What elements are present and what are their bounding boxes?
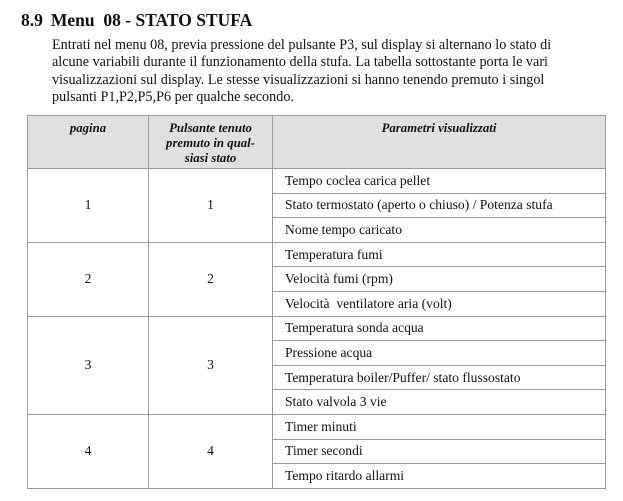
cell-parametro: Temperatura fumi: [273, 242, 606, 267]
header-pulsante: [149, 116, 273, 169]
cell-parametro: Stato valvola 3 vie: [273, 390, 606, 415]
cell-pulsante: 2: [149, 242, 273, 316]
header-parametri: Parametri visualizzati: [273, 116, 606, 169]
cell-pulsante: 4: [149, 414, 273, 488]
cell-pagina: 1: [28, 169, 149, 243]
cell-parametro: Timer minuti: [273, 414, 606, 439]
table-row: [28, 316, 606, 341]
cell-parametro: Pressione acqua: [273, 341, 606, 366]
header-pulsante-line: premuto in qual-: [166, 136, 255, 150]
cell-parametro: Tempo coclea carica pellet: [273, 169, 606, 194]
section-heading: [21, 10, 252, 31]
parameters-table: [27, 115, 606, 489]
cell-parametro: Nome tempo caricato: [273, 218, 606, 243]
cell-parametro: Timer secondi: [273, 439, 606, 464]
cell-pulsante: 1: [149, 169, 273, 243]
cell-pagina: 4: [28, 414, 149, 488]
table-row: [28, 414, 606, 439]
intro-line: visualizzazioni sul display. Le stesse visualizzazioni si hanno tenendo premuto i singol: [52, 71, 545, 88]
header-pulsante-line: siasi stato: [184, 151, 237, 165]
intro-line: pulsanti P1,P2,P5,P6 per qualche secondo.: [52, 89, 294, 106]
cell-parametro: Tempo ritardo allarmi: [273, 464, 606, 489]
cell-parametro: Velocità fumi (rpm): [273, 267, 606, 292]
table-row: [28, 242, 606, 267]
header-pulsante-line: Pulsante tenuto: [169, 121, 252, 135]
table-row: [28, 169, 606, 194]
cell-pagina: 2: [28, 242, 149, 316]
intro-paragraph: [52, 37, 623, 107]
table-header-row: [28, 116, 606, 169]
cell-pulsante: 3: [149, 316, 273, 414]
cell-parametro: Stato termostato (aperto o chiuso) / Potenza stufa: [273, 193, 606, 218]
section-title: Menu 08 - STATO STUFA: [50, 10, 253, 30]
cell-parametro: Temperatura sonda acqua: [273, 316, 606, 341]
cell-pagina: 3: [28, 316, 149, 414]
section-number: 8.9: [21, 10, 43, 30]
intro-line: alcune variabili durante il funzionamento della stufa. La tabella sottostante porta le vari: [52, 54, 548, 71]
cell-parametro: Velocità ventilatore aria (volt): [273, 291, 606, 316]
header-pagina: pagina: [28, 116, 149, 169]
cell-parametro: Temperatura boiler/Puffer/ stato flussostato: [273, 365, 606, 390]
intro-line: Entrati nel menu 08, previa pressione del pulsante P3, sul display si alternano lo stato di: [52, 37, 552, 53]
